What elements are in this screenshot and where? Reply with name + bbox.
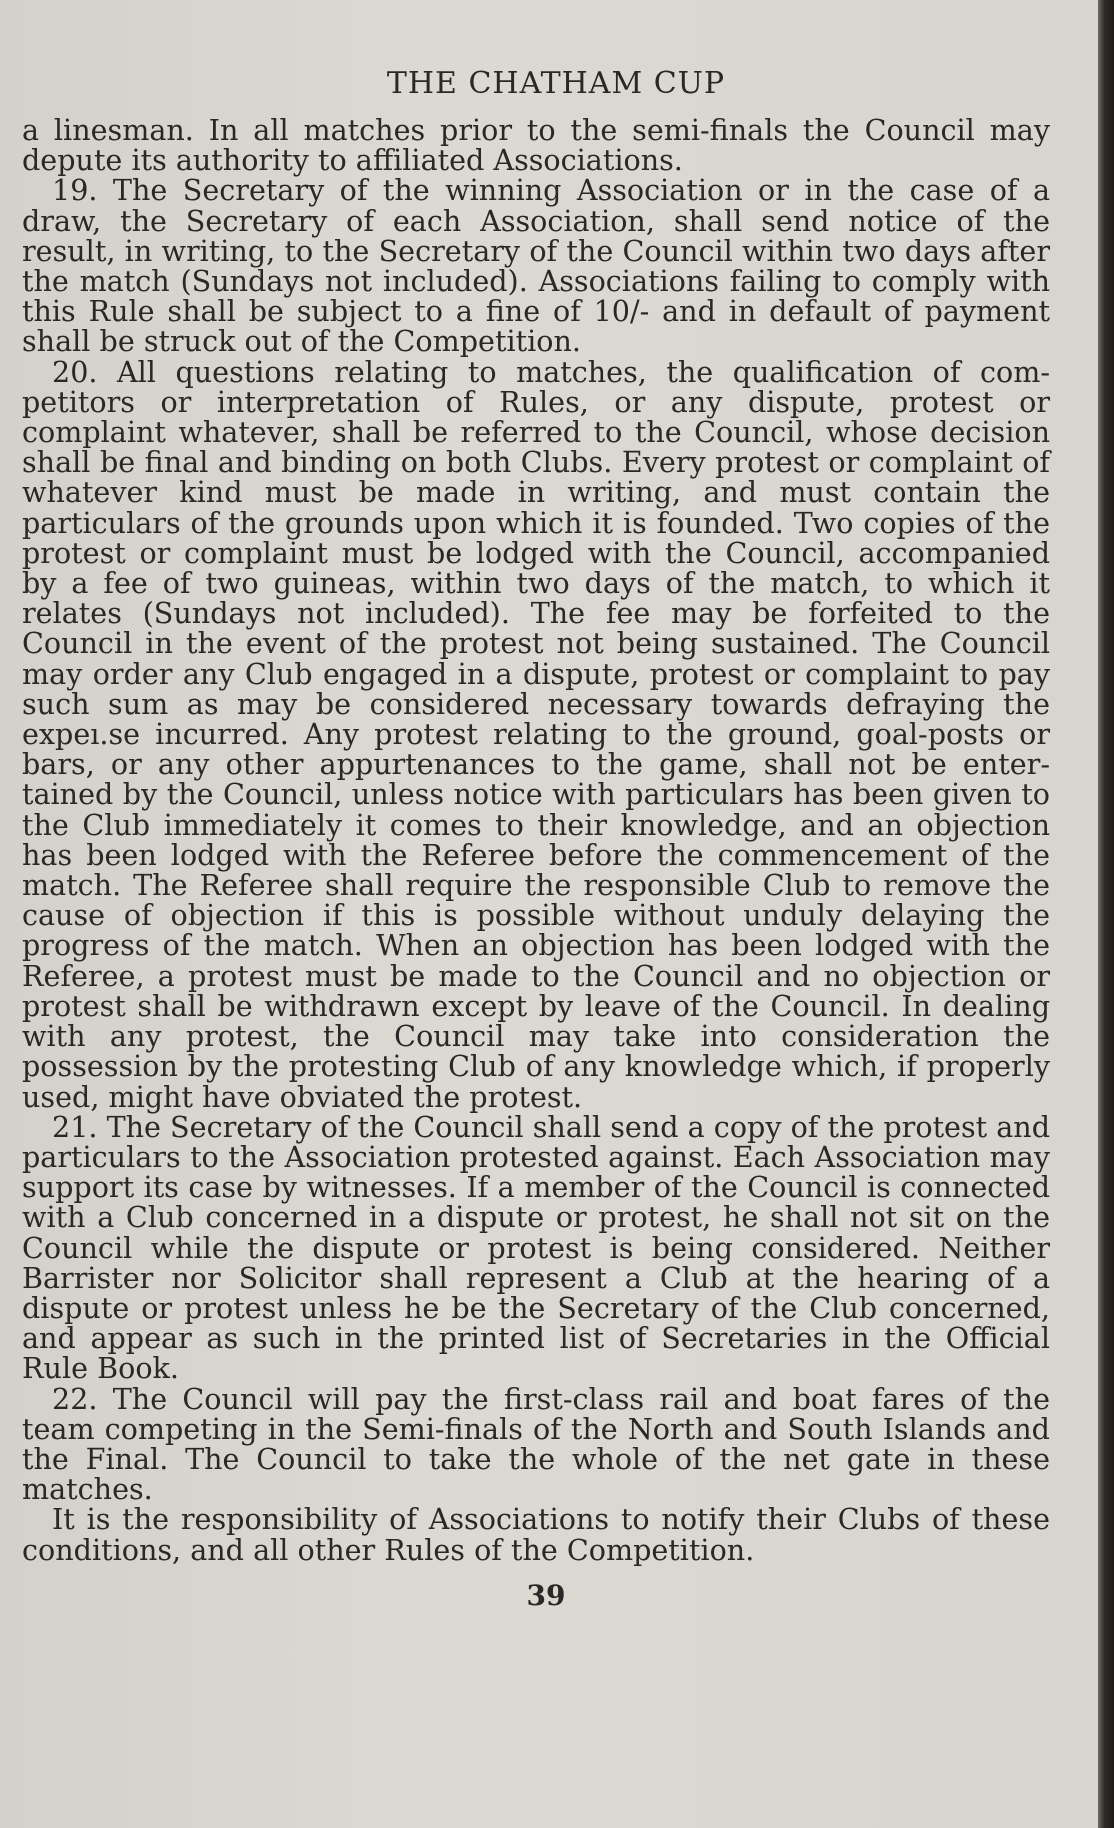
page-number: 39 [526,1578,566,1612]
paragraph-rule-20: 20. All questions relating to matches, the qualification of competitors or interpretation of Rules, or any dispute, protest or complaint whatever, shall be referred to the Council, whose decision shall be final and binding on both Clubs. Every protest or complaint of whatever kind must be made in writing, and must contain the particulars of the grounds upon which it is founded. Two copies of the protest or complaint must be lodged with the Council, accompanied by a fee of two guineas, within two days of the match, to which it relates (Sundays not included). The fee may be forfeited to the Council in the event of the protest not being sustained. The Council may order any Club engaged in a dispute, protest or complaint to pay such sum as may be considered necessary towards defraying the expeı.se incurred. Any protest relating to the ground, goal-posts or bars, or any other appurtenances to the game, shall not be entertained by the Council, unless notice with particulars has been given to the Club immediately it comes to their knowledge, and an objection has been lodged with the Referee before the commencement of the match. The Referee shall require the responsible Club to remove the cause of objection if this is possible without unduly delaying the progress of the match. When an objection has been lodged with the Referee, a protest must be made to the Council and no objection or protest shall be withdrawn except by leave of the Council. In dealing with any protest, the Council may take into consideration the possession by the protesting Club of any knowledge which, if properly used, might have obviated the protest. [22,354,1050,1114]
body-text [22,115,1050,1565]
page-edge-shadow [1098,0,1114,1828]
paragraph-closing-note: It is the responsibility of Associations to notify their Clubs of these conditions, and all other Rules of the Competition. [22,1502,1050,1567]
running-head: THE CHATHAM CUP [386,66,726,101]
paragraph-rule-22: 22. The Council will pay the first-class rail and boat fares of the team competing in the Semi-finals of the North and South Islands and the Final. The Council to take the whole of the net gate in these matches. [22,1381,1050,1507]
paragraph-rule-21: 21. The Secretary of the Council shall send a copy of the protest and particulars to the Association protested against. Each Association may support its case by witnesses. If a member of the Council is connected with a Club concerned in a dispute or protest, he shall not sit on the Council while the dispute or protest is being considered. Neither Barrister nor Solicitor shall represent a Club at the hearing of a dispute or protest unless he be the Secretary of the Club concerned, and appear as such in the printed list of Secretaries in the Official Rule Book. [22,1109,1051,1386]
paragraph-rule-19: 19. The Secretary of the winning Association or in the case of a draw, the Secretary of each Association, shall send notice of the result, in writing, to the Secretary of the Council within two days after the match (Sundays not included). Associations failing to comply with this Rule shall be subject to a fine of 10/- and in default of payment shall be struck out of the Competition. [22,173,1050,359]
paragraph-continuation: a linesman. In all matches prior to the semi-finals the Council may depute its authority to affiliated Associations. [22,113,1050,178]
